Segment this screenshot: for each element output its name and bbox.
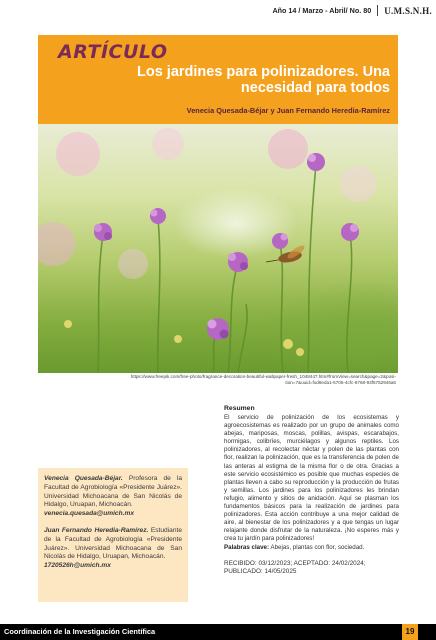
author-bios [38, 468, 188, 602]
section-label: ARTÍCULO [58, 41, 168, 63]
issue-info: Año 14 / Marzo - Abril/ No. 80 [272, 6, 372, 15]
author1-affiliation: Profesora de la Facultad de Agrobiología «Presidente Juárez». Universidad Michoacana de San Nicolás de Hidalgo, Uruapan, Michoacán. [44, 475, 182, 509]
author-bio-1 [44, 475, 182, 519]
author-bio-2 [44, 527, 182, 571]
footer-label: Coordinación de la Investigación Científica [4, 627, 156, 636]
article-authors: Venecia Quesada-Béjar y Juan Fernando Heredia-Ramírez [186, 106, 390, 115]
page-number: 19 [402, 624, 418, 640]
keywords-list: Abejas, plantas con flor, sociedad. [269, 543, 365, 551]
institution-name: U.M.S.N.H. [384, 5, 432, 16]
keywords-label: Palabras clave: [224, 543, 270, 551]
author2-name: Juan Fernando Heredia-Ramírez. [44, 526, 149, 534]
author2-email: 1720526h@umich.mx [44, 562, 111, 570]
author2-affiliation: Estudiante de la Facultad de Agrobiología «Presidente Juárez». Universidad Michoacana de San Nicolás de Hidalgo, Uruapan, Michoacán. [44, 526, 182, 561]
keywords [224, 544, 399, 552]
author1-email: venecia.quesada@umich.mx [44, 510, 134, 518]
photo-caption-line2: tion=7&uuid=fod8eda1-5705-4cfc-8768-93f5752946a6 [285, 380, 396, 386]
received-accepted-dates: RECIBIDO: 03/12/2023; ACEPTADO: 24/02/2024; [224, 559, 366, 567]
author1-name: Venecia Quesada-Béjar. [44, 475, 123, 482]
abstract-heading: Resumen [224, 405, 255, 412]
published-date: PUBLICADO: 14/05/2025 [224, 568, 297, 575]
photo-caption-line1: https://www.freepik.com/free-photo/fragrance-decoration-beautiful-wallpaper-fresh_1048447.htm#fromView=search&page=2&posi- [130, 374, 396, 379]
abstract-body: El servicio de polinización de los ecosistemas y agroecosistemas es realizado por un grupo de animales como abejas, mariposas, moscas, polillas, avispas, escarabajos, hormigas, colibríes, murciélagos y algunos reptiles. Los polinizadores, al recolectar néctar y polen de las plantas con flor, realizan la polinización, que es la transferencia de polen de las anteras al estigma de la misma flor o de otra. Gracias a este servicio ecosistémico es posible que muchas especies de plantas lleven a cabo su reproducción y la producción de frutas y semillas. Los jardines para los polinizadores les brindan refugio, alimento y sitios de anidación. Aquí se plasman los fundamentos básicos para la realización de jardines para polinizadores. Esta acción contribuye a una mejor calidad de aire, al bienestar de los polinizadores y a que tengas un lugar relajante donde disfrutar de la naturaleza. ¡No esperes más y crea tu jardín para polinizadores! [224, 414, 399, 543]
journal-header [272, 5, 432, 16]
article-banner [38, 35, 398, 124]
header-divider [377, 5, 378, 16]
page-footer [0, 624, 436, 640]
abstract-section [224, 405, 399, 576]
article-dates [224, 560, 399, 577]
photo-caption [40, 374, 396, 386]
flower-garden-photo [38, 124, 398, 373]
article-title: Los jardines para polinizadores. Una necesidad para todos [136, 64, 390, 96]
